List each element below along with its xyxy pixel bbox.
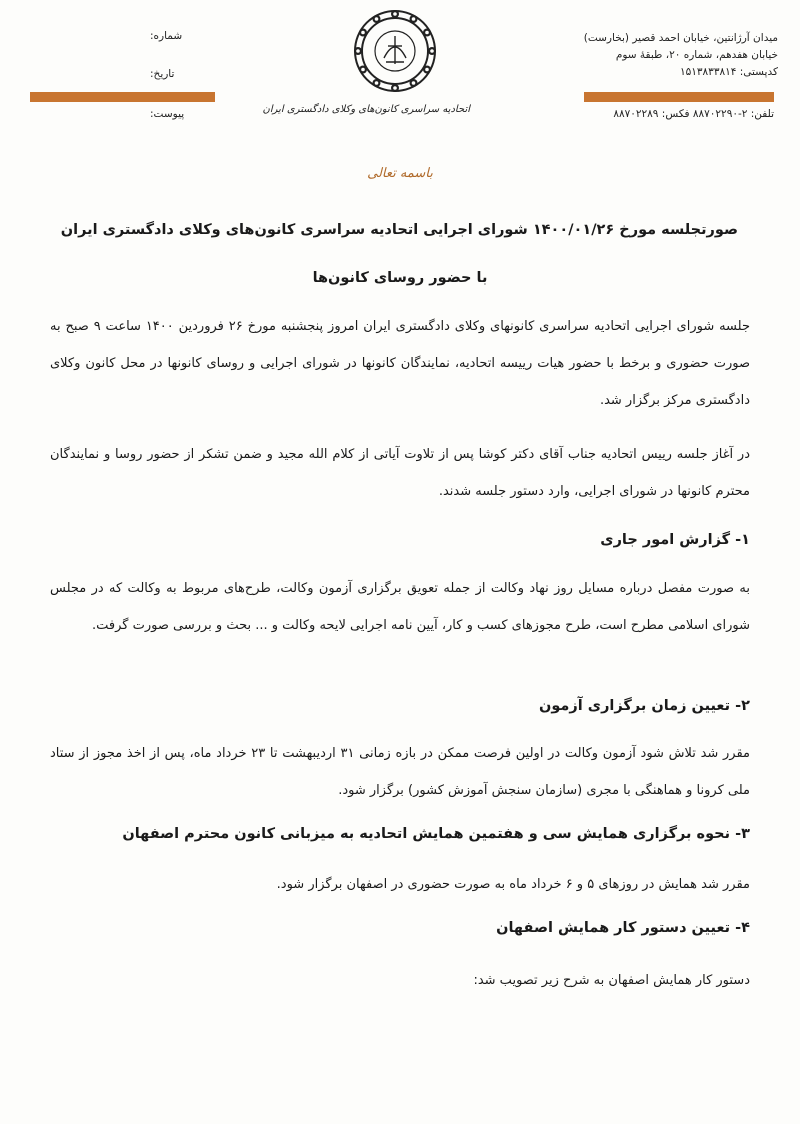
- document-subtitle: با حضور روسای کانون‌ها: [312, 270, 488, 286]
- section-body-agenda: دستور کار همایش اصفهان به شرح زیر تصویب شد:: [473, 973, 750, 988]
- organization-name: اتحادیه سراسری کانون‌های وکلای دادگستری ایران: [262, 104, 470, 115]
- section-body-current-affairs: به صورت مفصل درباره مسایل روز نهاد وکالت از جمله تعویق برگزاری آزمون وکالت، طرح‌های مربوط به وکالت که در مجلس شورای اسلامی مطرح است، طرح مجوزهای کسب و کار، آیین نامه اجرایی لایحه وکالت و ... بحث و بررسی صورت گرفت.: [50, 581, 750, 633]
- address-block: [528, 30, 778, 81]
- section-heading-conference: ۳- نحوه برگزاری همایش سی و هفتمین همایش اتحادیه به میزبانی کانون محترم اصفهان: [122, 826, 750, 842]
- section-body-conference: مقرر شد همایش در روزهای ۵ و ۶ خرداد ماه به صورت حضوری در اصفهان برگزار شود.: [276, 877, 750, 892]
- section-heading-current-affairs: ۱- گزارش امور جاری: [600, 532, 750, 548]
- header-accent-bar-left: [30, 92, 215, 102]
- date-label: تاریخ:: [150, 68, 175, 80]
- number-label: شماره:: [150, 30, 183, 42]
- section-heading-agenda: ۴- تعیین دستور کار همایش اصفهان: [496, 920, 750, 936]
- attachment-label: پیوست:: [150, 108, 185, 120]
- address-line: خیابان هفدهم، شماره ۲۰، طبقهٔ سوم: [615, 49, 778, 61]
- intro-paragraph: جلسه شورای اجرایی اتحادیه سراسری کانونهای وکلای دادگستری ایران امروز پنجشنبه مورخ ۲۶ فروردین ۱۴۰۰ ساعت ۹ صبح به صورت حضوری و برخط با حضور هیات رییسه اتحادیه، نمایندگان کانونها در شورای اجرایی و روسای کانونها در محل کانون وکلای دادگستری مرکز برگزار شد.: [50, 319, 750, 408]
- address-line: میدان آرژانتین، خیابان احمد قصیر (بخارست): [583, 32, 778, 44]
- document-title: صورتجلسه مورخ ۱۴۰۰/۰۱/۲۶ شورای اجرایی اتحادیه سراسری کانون‌های وکلای دادگستری ایران: [60, 222, 738, 238]
- header-accent-bar-right: [584, 92, 774, 102]
- opening-paragraph: در آغاز جلسه رییس اتحادیه جناب آقای دکتر کوشا پس از تلاوت آیاتی از کلام الله مجید و ضمن تشکر از حضور روسا و نمایندگان محترم کانونها در شورای اجرایی، وارد دستور جلسه شدند.: [50, 447, 750, 499]
- bismillah: باسمه تعالی: [367, 166, 433, 181]
- section-heading-exam-date: ۲- تعیین زمان برگزاری آزمون: [538, 698, 750, 714]
- section-body-exam-date: مقرر شد تلاش شود آزمون وکالت در اولین فرصت ممکن در بازه زمانی ۳۱ اردیبهشت تا ۲۳ خرداد ماه، پس از اخذ مجوز از ستاد ملی کرونا و هماهنگی با مجری (سازمان سنجش آموزش کشور) برگزار شود.: [50, 746, 750, 798]
- rosette-emblem-icon: [350, 6, 440, 96]
- phone-fax: تلفن: ۲-۸۸۷۰۲۲۹۰ فکس: ۸۸۷۰۲۲۸۹: [613, 108, 774, 120]
- postal-code: کدپستی: ۱۵۱۳۸۳۳۸۱۴: [679, 66, 778, 78]
